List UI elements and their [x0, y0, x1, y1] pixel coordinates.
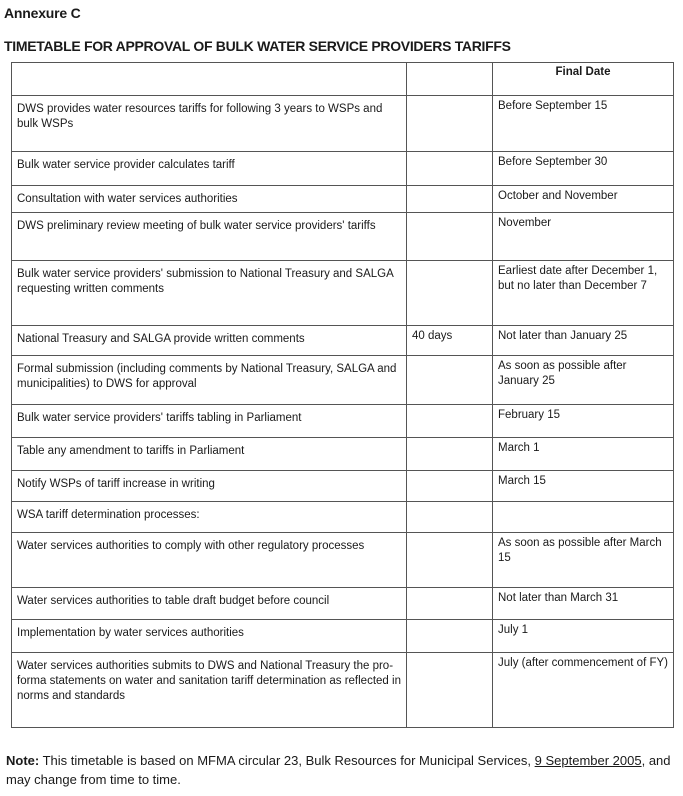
table-row — [12, 96, 674, 152]
duration-cell — [407, 653, 493, 728]
duration-cell — [407, 405, 493, 438]
date-cell: Before September 30 — [493, 152, 674, 186]
duration-cell — [407, 186, 493, 213]
duration-cell — [407, 152, 493, 186]
activity-cell: Implementation by water services authorities — [12, 620, 407, 653]
annex-label: Annexure C — [4, 5, 81, 21]
activity-cell: Water services authorities to table draft budget before council — [12, 588, 407, 620]
duration-cell — [407, 261, 493, 326]
header-duration — [407, 63, 493, 96]
table-row — [12, 653, 674, 728]
duration-cell — [407, 438, 493, 471]
activity-cell: Bulk water service providers' tariffs tabling in Parliament — [12, 405, 407, 438]
date-cell: July 1 — [493, 620, 674, 653]
table-row — [12, 326, 674, 356]
date-cell: November — [493, 213, 674, 261]
table-row — [12, 620, 674, 653]
duration-cell — [407, 620, 493, 653]
date-cell: July (after commencement of FY) — [493, 653, 674, 728]
date-cell: As soon as possible after March 15 — [493, 533, 674, 588]
table-row — [12, 405, 674, 438]
activity-cell: Formal submission (including comments by National Treasury, SALGA and municipalities) to DWS for approval — [12, 356, 407, 405]
table-row — [12, 438, 674, 471]
date-cell: Before September 15 — [493, 96, 674, 152]
activity-cell: Notify WSPs of tariff increase in writing — [12, 471, 407, 502]
activity-cell: DWS preliminary review meeting of bulk water service providers' tariffs — [12, 213, 407, 261]
table-row — [12, 186, 674, 213]
table-header-row — [12, 63, 674, 96]
activity-cell: Water services authorities to comply with other regulatory processes — [12, 533, 407, 588]
activity-cell: Water services authorities submits to DWS and National Treasury the pro-forma statements on water and sanitation tariff determination as reflected in norms and standards — [12, 653, 407, 728]
note-text-after: , and may change from time to time. — [6, 753, 671, 787]
activity-cell: Consultation with water services authorities — [12, 186, 407, 213]
note-label: Note: — [6, 753, 40, 768]
duration-cell — [407, 588, 493, 620]
header-final-date: Final Date — [493, 63, 674, 96]
footnote — [6, 751, 678, 789]
date-cell: Earliest date after December 1, but no later than December 7 — [493, 261, 674, 326]
table-row — [12, 152, 674, 186]
table-row — [12, 533, 674, 588]
duration-cell — [407, 502, 493, 533]
duration-cell — [407, 471, 493, 502]
activity-cell: National Treasury and SALGA provide written comments — [12, 326, 407, 356]
date-cell — [493, 502, 674, 533]
timetable — [11, 62, 674, 728]
note-date: 9 September 2005 — [534, 753, 642, 768]
date-cell: October and November — [493, 186, 674, 213]
table-row — [12, 471, 674, 502]
table-row — [12, 588, 674, 620]
date-cell: Not later than March 31 — [493, 588, 674, 620]
table-row — [12, 213, 674, 261]
duration-cell — [407, 533, 493, 588]
date-cell: March 15 — [493, 471, 674, 502]
table-row — [12, 502, 674, 533]
date-cell: As soon as possible after January 25 — [493, 356, 674, 405]
date-cell: Not later than January 25 — [493, 326, 674, 356]
duration-cell: 40 days — [407, 326, 493, 356]
duration-cell — [407, 356, 493, 405]
activity-cell: DWS provides water resources tariffs for following 3 years to WSPs and bulk WSPs — [12, 96, 407, 152]
duration-cell — [407, 213, 493, 261]
activity-cell: Bulk water service provider calculates tariff — [12, 152, 407, 186]
activity-cell: Table any amendment to tariffs in Parliament — [12, 438, 407, 471]
date-cell: March 1 — [493, 438, 674, 471]
date-cell: February 15 — [493, 405, 674, 438]
page-title: TIMETABLE FOR APPROVAL OF BULK WATER SERVICE PROVIDERS TARIFFS — [4, 38, 511, 54]
activity-cell: Bulk water service providers' submission to National Treasury and SALGA requesting written comments — [12, 261, 407, 326]
table-row — [12, 356, 674, 405]
activity-cell: WSA tariff determination processes: — [12, 502, 407, 533]
header-activity — [12, 63, 407, 96]
table-row — [12, 261, 674, 326]
duration-cell — [407, 96, 493, 152]
note-text-before: This timetable is based on MFMA circular 23, Bulk Resources for Municipal Services, — [39, 753, 535, 768]
